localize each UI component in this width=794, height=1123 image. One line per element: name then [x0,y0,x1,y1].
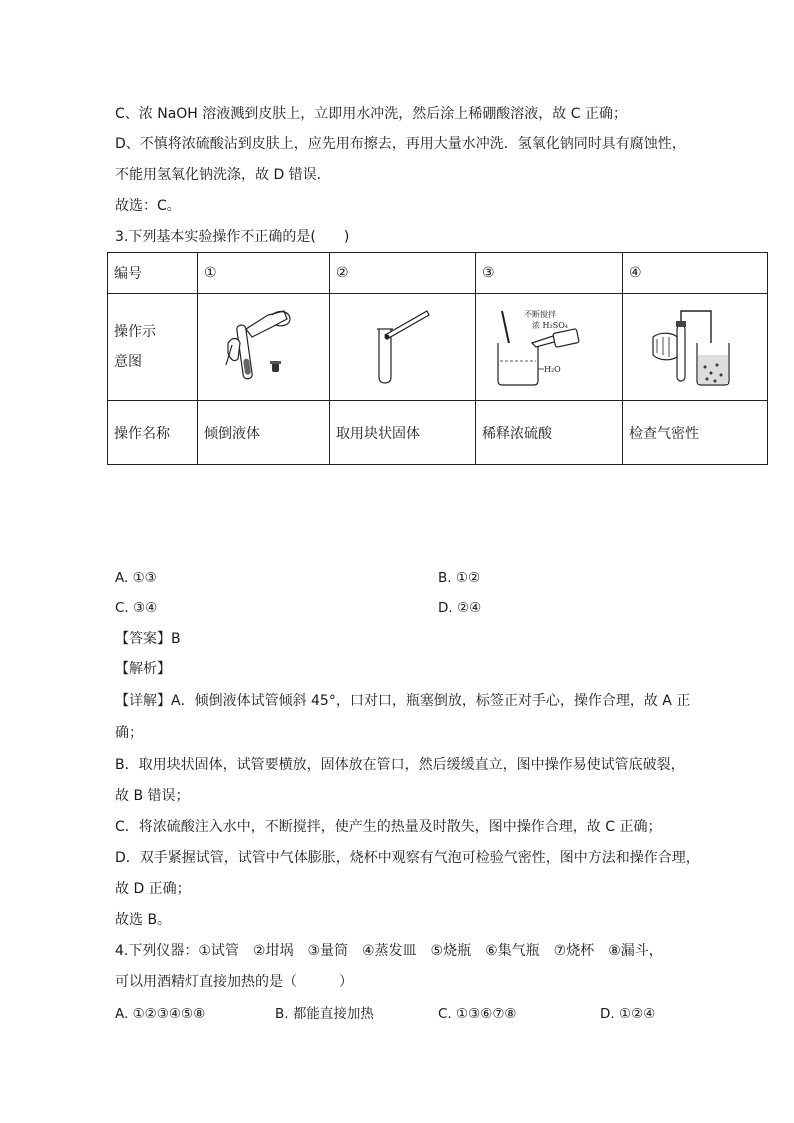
option-d-explanation-line2: 不能用氢氧化钠洗涤，故 D 错误． [115,167,331,183]
analysis-heading: 【解析】 [115,661,171,677]
table-cell-figure-2 [330,294,476,401]
operations-table [107,252,768,465]
table-cell-number-1: ① [198,253,330,294]
table-cell-figure-4 [623,294,768,401]
table-cell-figure-1 [198,294,330,401]
q4-option-a: A. ①②③④⑤⑧ [115,1006,206,1022]
stir-annotation: 不断搅拌 [524,310,556,319]
table-cell-name-3: 稀释浓硫酸 [476,401,623,465]
explanation-conclusion: 故选 B。 [115,912,172,928]
explanation-a-line2: 确； [115,725,143,741]
table-row-number [108,253,768,294]
question-4-stem-line1: 4.下列仪器：①试管 ②坩埚 ③量筒 ④蒸发皿 ⑤烧瓶 ⑥集气瓶 ⑦烧杯 ⑧漏斗， [115,943,663,959]
q3-option-c: C. ③④ [115,600,158,616]
previous-conclusion: 故选：C。 [115,198,181,214]
question-4-stem-line2: 可以用酒精灯直接加热的是（ ） [115,974,353,990]
airtightness-check-figure [645,307,745,387]
explanation-a-line1: 【详解】A．倾倒液体试管倾斜 45°，口对口，瓶塞倒放，标签正对手心，操作合理，故 A 正 [115,693,691,709]
explanation-b-line2: 故 B 错误； [115,788,190,804]
explanation-d-line2: 故 D 正确； [115,881,191,897]
q3-option-b: B. ①② [438,570,481,586]
option-c-explanation: C、浓 NaOH 溶液溅到皮肤上，立即用水冲洗，然后涂上稀硼酸溶液，故 C 正确； [115,106,627,122]
acid-annotation: 浓 H₂SO₄ [532,321,568,330]
q4-option-c: C. ①③⑥⑦⑧ [438,1006,517,1022]
table-cell-name-2: 取用块状固体 [330,401,476,465]
table-cell-name-label: 操作名称 [108,401,198,465]
q4-option-d: D. ①②④ [600,1006,656,1022]
diluting-acid-figure [494,307,604,387]
diagram-label-line2: 意图 [114,354,142,370]
table-cell-name-4: 检查气密性 [623,401,768,465]
diagram-label-line1: 操作示 [114,324,156,340]
q3-option-d: D. ②④ [438,600,482,616]
q3-option-a: A. ①③ [115,570,157,586]
table-cell-number-3: ③ [476,253,623,294]
table-cell-number-label: 编号 [108,253,198,294]
explanation-c-line1: C．将浓硫酸注入水中，不断搅拌，使产生的热量及时散失，图中操作合理，故 C 正确； [115,819,662,835]
option-d-explanation-line1: D、不慎将浓硫酸沾到皮肤上，应先用布擦去，再用大量水冲洗．氢氧化钠同时具有腐蚀性， [115,136,686,152]
table-cell-figure-3 [476,294,623,401]
pouring-liquid-figure [224,307,304,387]
explanation-d-line1: D．双手紧握试管，试管中气体膨胀，烧杯中观察有气泡可检验气密性，图中方法和操作合理， [115,850,700,866]
table-cell-name-1: 倾倒液体 [198,401,330,465]
answer-label: 【答案】B [115,631,181,647]
q4-option-b: B. 都能直接加热 [275,1006,374,1022]
explanation-b-line1: B．取用块状固体，试管要横放，固体放在管口，然后缓缓直立，图中操作易使试管底破裂， [115,757,685,773]
table-cell-number-4: ④ [623,253,768,294]
question-3-stem: 3.下列基本实验操作不正确的是( ) [115,229,350,245]
table-row-diagram [108,294,768,401]
table-cell-number-2: ② [330,253,476,294]
solid-into-tube-figure [363,307,443,387]
table-row-name [108,401,768,465]
water-annotation: H₂O [544,365,561,374]
table-cell-diagram-label [108,294,198,401]
